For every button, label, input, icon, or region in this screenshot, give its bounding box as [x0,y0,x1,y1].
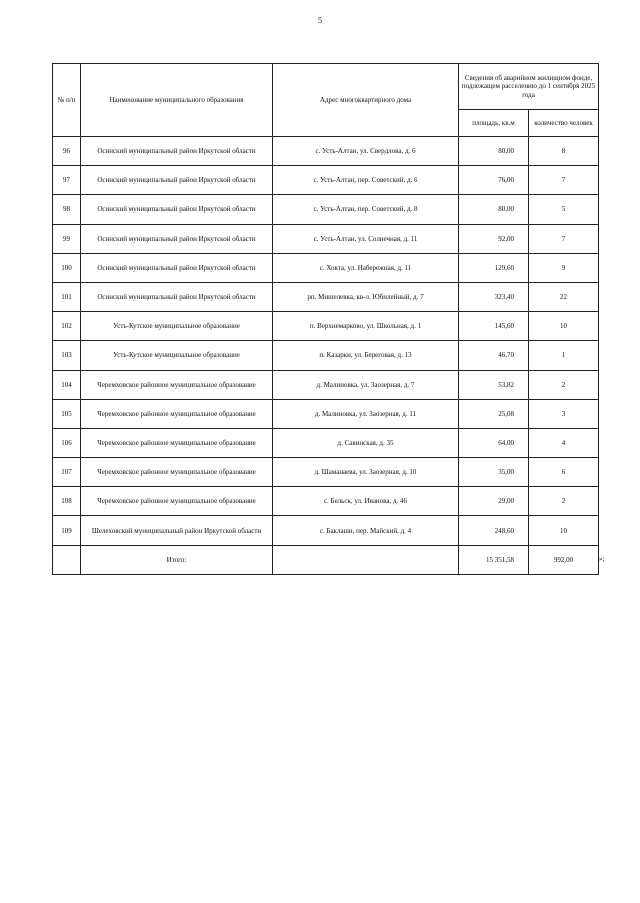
row-people-cell: 2 [529,487,599,516]
row-num-cell: 103 [53,341,81,370]
row-people-cell: 22 [529,282,599,311]
row-area-cell: 145,60 [459,312,529,341]
row-area-cell: 323,40 [459,282,529,311]
row-area-cell: 25,08 [459,399,529,428]
closing-quote-mark: »; [599,555,605,563]
row-people-cell: 3 [529,399,599,428]
row-area-cell: 248,60 [459,516,529,545]
row-people-cell: 6 [529,458,599,487]
row-address-cell: с. Усть-Алтан, ул. Свердлова, д. 6 [273,137,459,166]
header-address: Адрес многоквартирного дома [273,64,459,137]
row-municipality-cell: Осинский муниципальный район Иркутской области [81,224,273,253]
table-row [53,399,599,428]
row-num-cell: 106 [53,428,81,457]
row-municipality-cell: Усть-Кутское муниципальное образование [81,312,273,341]
table-row [53,516,599,545]
row-address-cell: с. Хокта, ул. Набережная, д. 11 [273,253,459,282]
row-municipality-cell: Черемховское районное муниципальное образование [81,370,273,399]
row-people-cell: 8 [529,137,599,166]
row-municipality-cell: Черемховское районное муниципальное образование [81,458,273,487]
row-area-cell: 46,70 [459,341,529,370]
row-municipality-cell: Осинский муниципальный район Иркутской области [81,137,273,166]
row-num-cell: 108 [53,487,81,516]
row-area-cell: 92,00 [459,224,529,253]
row-num-cell: 109 [53,516,81,545]
row-municipality-cell: Осинский муниципальный район Иркутской области [81,166,273,195]
row-area-cell: 76,00 [459,166,529,195]
total-label: Итого: [81,545,273,574]
row-num-cell: 98 [53,195,81,224]
housing-registry-table [52,63,599,575]
table-row [53,428,599,457]
row-municipality-cell: Черемховское районное муниципальное образование [81,428,273,457]
row-area-cell: 29,00 [459,487,529,516]
total-empty-address [273,545,459,574]
header-num: № п/п [53,64,81,137]
table-header [53,64,599,137]
table-row [53,253,599,282]
table-row [53,137,599,166]
row-municipality-cell: Черемховское районное муниципальное образование [81,487,273,516]
table-row [53,224,599,253]
row-area-cell: 35,00 [459,458,529,487]
total-row [53,545,599,574]
table-row [53,195,599,224]
row-num-cell: 97 [53,166,81,195]
table-row [53,487,599,516]
header-people: количество человек [529,110,599,137]
row-address-cell: с. Бельск, ул. Иванова, д. 46 [273,487,459,516]
row-people-cell: 2 [529,370,599,399]
row-num-cell: 100 [53,253,81,282]
row-municipality-cell: Шелеховский муниципальный район Иркутской области [81,516,273,545]
row-address-cell: с. Усть-Алтан, пер. Советский, д. 6 [273,166,459,195]
table-row [53,341,599,370]
row-area-cell: 80,00 [459,137,529,166]
row-num-cell: 99 [53,224,81,253]
row-people-cell: 4 [529,428,599,457]
header-area: площадь, кв.м [459,110,529,137]
row-municipality-cell: Осинский муниципальный район Иркутской области [81,253,273,282]
row-num-cell: 101 [53,282,81,311]
row-address-cell: п. Верхнемарково, ул. Школьная, д. 1 [273,312,459,341]
total-people: 992,00 [529,545,599,574]
table-body [53,137,599,546]
header-municipality: Наименование муниципального образования [81,64,273,137]
table-row [53,458,599,487]
row-num-cell: 96 [53,137,81,166]
header-info-group: Сведения об аварийном жилищном фонде, подлежащем расселению до 1 сентября 2025 года [459,64,599,110]
row-municipality-cell: Черемховское районное муниципальное образование [81,399,273,428]
row-people-cell: 5 [529,195,599,224]
table-row [53,370,599,399]
row-address-cell: д. Савинская, д. 35 [273,428,459,457]
row-area-cell: 64,00 [459,428,529,457]
row-address-cell: д. Малиновка, ул. Заозерная, д. 7 [273,370,459,399]
row-municipality-cell: Осинский муниципальный район Иркутской области [81,282,273,311]
row-area-cell: 80,00 [459,195,529,224]
table-row [53,312,599,341]
row-municipality-cell: Усть-Кутское муниципальное образование [81,341,273,370]
row-num-cell: 104 [53,370,81,399]
row-people-cell: 7 [529,166,599,195]
row-people-cell: 10 [529,312,599,341]
row-address-cell: рп. Мишелевка, кв-л. Юбилейный, д. 7 [273,282,459,311]
table-row [53,282,599,311]
row-people-cell: 7 [529,224,599,253]
row-num-cell: 105 [53,399,81,428]
row-area-cell: 53,82 [459,370,529,399]
row-address-cell: д. Малиновка, ул. Заозерная, д. 11 [273,399,459,428]
row-people-cell: 1 [529,341,599,370]
row-address-cell: с. Усть-Алтан, пер. Советский, д. 8 [273,195,459,224]
row-address-cell: с. Баклаши, пер. Майский, д. 4 [273,516,459,545]
total-area: 15 351,58 [459,545,529,574]
table-row [53,166,599,195]
row-area-cell: 129,60 [459,253,529,282]
row-address-cell: п. Казарки, ул. Береговая, д. 13 [273,341,459,370]
row-num-cell: 102 [53,312,81,341]
row-address-cell: д. Шаманаева, ул. Заозерная, д. 10 [273,458,459,487]
row-municipality-cell: Осинский муниципальный район Иркутской области [81,195,273,224]
row-num-cell: 107 [53,458,81,487]
row-address-cell: с. Усть-Алтан, ул. Солнечная, д. 11 [273,224,459,253]
page-number: 5 [318,16,322,25]
row-people-cell: 9 [529,253,599,282]
row-people-cell: 10 [529,516,599,545]
total-empty-num [53,545,81,574]
